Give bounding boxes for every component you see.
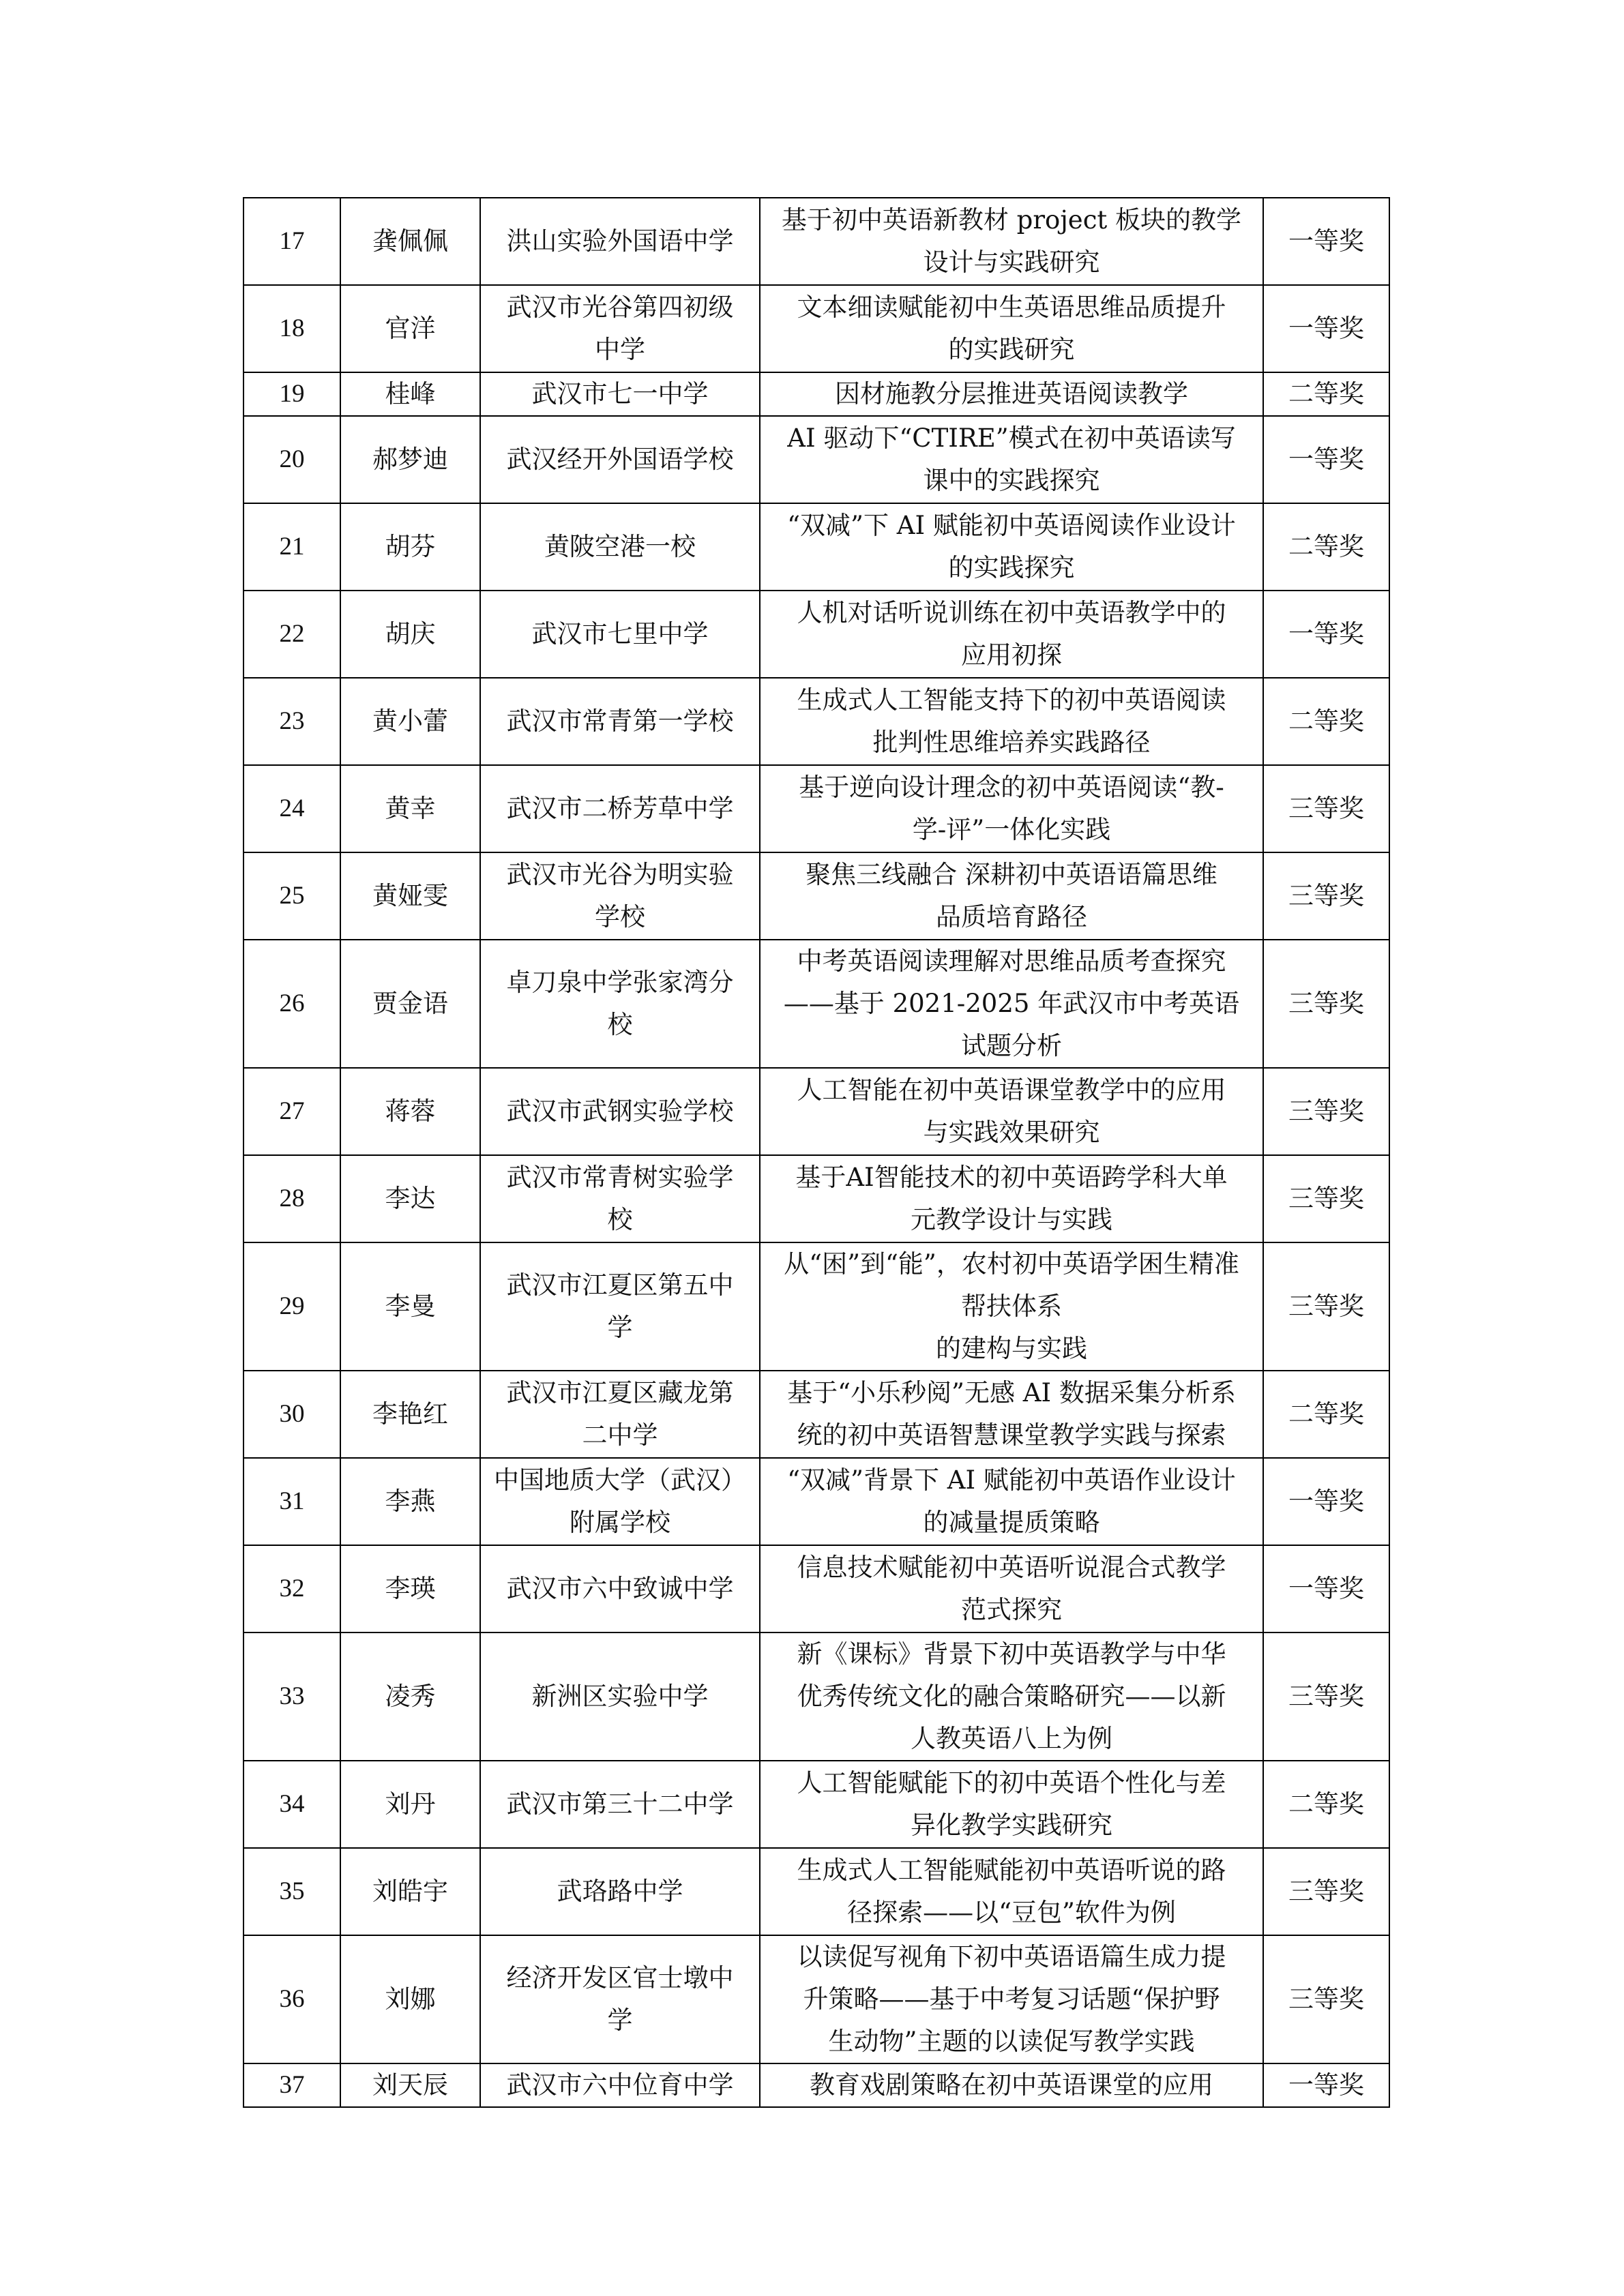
paper-title-line: 教育戏剧策略在初中英语课堂的应用 xyxy=(810,2070,1213,2100)
school-name-line: 学 xyxy=(607,1313,633,1342)
award-level: 三等奖 xyxy=(1263,1935,1389,2063)
award-level: 三等奖 xyxy=(1263,1632,1389,1761)
paper-title-line: 基于“小乐秒阅”无感 AI 数据采集分析系 xyxy=(787,1378,1236,1407)
paper-title-line: 从“困”到“能”，农村初中英语学困生精准 xyxy=(784,1249,1239,1279)
row-number: 34 xyxy=(243,1761,340,1848)
paper-title xyxy=(760,285,1263,372)
row-number: 35 xyxy=(243,1848,340,1935)
row-number: 29 xyxy=(243,1242,340,1371)
school-name xyxy=(480,1848,760,1935)
award-level: 一等奖 xyxy=(1263,1545,1389,1632)
school-name-line: 校 xyxy=(607,1205,633,1234)
paper-title xyxy=(760,1848,1263,1935)
school-name-line: 洪山实验外国语中学 xyxy=(506,226,734,256)
school-name-line: 二中学 xyxy=(582,1420,658,1450)
school-name-line: 武汉市六中位育中学 xyxy=(506,2070,734,2100)
paper-title xyxy=(760,1935,1263,2063)
table-row xyxy=(243,1458,1389,1545)
teacher-name: 凌秀 xyxy=(340,1632,480,1761)
teacher-name: 李燕 xyxy=(340,1458,480,1545)
school-name-line: 武汉市常青第一学校 xyxy=(506,706,734,736)
paper-title-line: 与实践效果研究 xyxy=(923,1118,1100,1147)
school-name-line: 武汉市第三十二中学 xyxy=(506,1789,734,1819)
paper-title xyxy=(760,198,1263,285)
school-name xyxy=(480,372,760,416)
teacher-name: 黄小蕾 xyxy=(340,678,480,765)
teacher-name: 刘天辰 xyxy=(340,2063,480,2107)
school-name-line: 中国地质大学（武汉） xyxy=(494,1465,746,1495)
school-name xyxy=(480,198,760,285)
row-number: 27 xyxy=(243,1068,340,1155)
school-name xyxy=(480,1458,760,1545)
paper-title-line: “双减”背景下 AI 赋能初中英语作业设计 xyxy=(787,1465,1236,1495)
paper-title-line: 人机对话听说训练在初中英语教学中的 xyxy=(797,598,1226,627)
paper-title xyxy=(760,372,1263,416)
paper-title-line: 人工智能在初中英语课堂教学中的应用 xyxy=(797,1075,1226,1105)
paper-title-line: 的减量提质策略 xyxy=(923,1508,1100,1537)
award-level: 二等奖 xyxy=(1263,678,1389,765)
award-level: 三等奖 xyxy=(1263,852,1389,940)
row-number: 30 xyxy=(243,1371,340,1458)
paper-title xyxy=(760,1632,1263,1761)
paper-title-line: 帮扶体系 xyxy=(961,1292,1062,1321)
paper-title-line: 设计与实践研究 xyxy=(923,248,1100,277)
award-level: 一等奖 xyxy=(1263,2063,1389,2107)
paper-title-line: 人工智能赋能下的初中英语个性化与差 xyxy=(797,1768,1226,1798)
school-name xyxy=(480,1155,760,1242)
table-row xyxy=(243,1632,1389,1761)
teacher-name: 桂峰 xyxy=(340,372,480,416)
award-level: 二等奖 xyxy=(1263,1371,1389,1458)
school-name-line: 武汉市光谷为明实验 xyxy=(506,860,734,889)
table-row xyxy=(243,198,1389,285)
school-name xyxy=(480,1935,760,2063)
school-name xyxy=(480,1068,760,1155)
paper-title-line: 品质培育路径 xyxy=(936,902,1087,931)
paper-title-line: 课中的实践探究 xyxy=(923,466,1100,495)
school-name-line: 武汉市常青树实验学 xyxy=(506,1163,734,1192)
table-row xyxy=(243,1155,1389,1242)
school-name xyxy=(480,1632,760,1761)
teacher-name: 刘丹 xyxy=(340,1761,480,1848)
table-row xyxy=(243,1935,1389,2063)
paper-title-line: 统的初中英语智慧课堂教学实践与探索 xyxy=(797,1420,1226,1450)
paper-title-line: 信息技术赋能初中英语听说混合式教学 xyxy=(797,1553,1226,1582)
paper-title-line: 生成式人工智能赋能初中英语听说的路 xyxy=(797,1855,1226,1885)
award-level: 一等奖 xyxy=(1263,591,1389,678)
teacher-name: 李曼 xyxy=(340,1242,480,1371)
school-name xyxy=(480,940,760,1068)
school-name-line: 武珞路中学 xyxy=(557,1877,683,1906)
paper-title-line: 生成式人工智能支持下的初中英语阅读 xyxy=(797,685,1226,715)
paper-title-line: 试题分析 xyxy=(961,1031,1062,1060)
award-level: 三等奖 xyxy=(1263,940,1389,1068)
paper-title xyxy=(760,940,1263,1068)
table-row xyxy=(243,285,1389,372)
school-name-line: 武汉市光谷第四初级 xyxy=(506,293,734,322)
paper-title xyxy=(760,1242,1263,1371)
row-number: 19 xyxy=(243,372,340,416)
paper-title-line: 的建构与实践 xyxy=(936,1334,1087,1363)
school-name xyxy=(480,1761,760,1848)
paper-title-line: 优秀传统文化的融合策略研究——以新 xyxy=(797,1682,1226,1711)
award-level: 一等奖 xyxy=(1263,198,1389,285)
paper-title-line: 基于逆向设计理念的初中英语阅读“教- xyxy=(799,773,1224,802)
award-table-body xyxy=(243,198,1389,2107)
teacher-name: 刘皓宇 xyxy=(340,1848,480,1935)
paper-title-line: 新《课标》背景下初中英语教学与中华 xyxy=(797,1639,1226,1669)
award-table xyxy=(243,197,1390,2108)
paper-title-line: AI 驱动下“CTIRE”模式在初中英语读写 xyxy=(787,423,1236,453)
school-name-line: 中学 xyxy=(595,335,645,364)
school-name xyxy=(480,416,760,503)
paper-title-line: 学-评”一体化实践 xyxy=(912,815,1111,844)
row-number: 22 xyxy=(243,591,340,678)
teacher-name: 黄娅雯 xyxy=(340,852,480,940)
paper-title-line: “双减”下 AI 赋能初中英语阅读作业设计 xyxy=(787,511,1236,540)
table-row xyxy=(243,1761,1389,1848)
paper-title-line: 的实践探究 xyxy=(948,553,1075,582)
paper-title xyxy=(760,765,1263,852)
school-name xyxy=(480,852,760,940)
award-level: 三等奖 xyxy=(1263,1848,1389,1935)
row-number: 20 xyxy=(243,416,340,503)
row-number: 37 xyxy=(243,2063,340,2107)
school-name xyxy=(480,503,760,591)
school-name-line: 校 xyxy=(607,1010,633,1039)
school-name-line: 武汉市六中致诚中学 xyxy=(506,1574,734,1603)
paper-title-line: 因材施教分层推进英语阅读教学 xyxy=(835,379,1188,408)
award-level: 三等奖 xyxy=(1263,1155,1389,1242)
row-number: 32 xyxy=(243,1545,340,1632)
table-row xyxy=(243,1068,1389,1155)
paper-title xyxy=(760,1545,1263,1632)
school-name-line: 武汉市武钢实验学校 xyxy=(506,1097,734,1126)
school-name-line: 新洲区实验中学 xyxy=(531,1682,709,1711)
paper-title-line: 异化教学实践研究 xyxy=(911,1810,1112,1840)
row-number: 18 xyxy=(243,285,340,372)
school-name xyxy=(480,1242,760,1371)
paper-title xyxy=(760,852,1263,940)
teacher-name: 贾金语 xyxy=(340,940,480,1068)
row-number: 25 xyxy=(243,852,340,940)
school-name-line: 学校 xyxy=(595,902,645,931)
school-name-line: 武汉市七一中学 xyxy=(531,379,709,408)
row-number: 36 xyxy=(243,1935,340,2063)
table-row xyxy=(243,765,1389,852)
row-number: 21 xyxy=(243,503,340,591)
school-name-line: 武汉经开外国语学校 xyxy=(506,445,734,474)
table-row xyxy=(243,2063,1389,2107)
table-row xyxy=(243,1242,1389,1371)
award-level: 三等奖 xyxy=(1263,1068,1389,1155)
award-level: 一等奖 xyxy=(1263,416,1389,503)
paper-title-line: 应用初探 xyxy=(961,640,1062,670)
award-level: 三等奖 xyxy=(1263,1242,1389,1371)
school-name xyxy=(480,591,760,678)
teacher-name: 刘娜 xyxy=(340,1935,480,2063)
school-name xyxy=(480,1371,760,1458)
teacher-name: 李艳红 xyxy=(340,1371,480,1458)
paper-title xyxy=(760,2063,1263,2107)
paper-title-line: 升策略——基于中考复习话题“保护野 xyxy=(803,1984,1220,2014)
school-name-line: 武汉市七里中学 xyxy=(531,619,709,648)
paper-title-line: 范式探究 xyxy=(961,1595,1062,1624)
teacher-name: 黄幸 xyxy=(340,765,480,852)
table-row xyxy=(243,416,1389,503)
school-name xyxy=(480,2063,760,2107)
paper-title-line: 元教学设计与实践 xyxy=(911,1205,1112,1234)
row-number: 24 xyxy=(243,765,340,852)
school-name xyxy=(480,765,760,852)
row-number: 31 xyxy=(243,1458,340,1545)
table-row xyxy=(243,940,1389,1068)
school-name-line: 附属学校 xyxy=(570,1508,670,1537)
paper-title-line: 的实践研究 xyxy=(948,335,1075,364)
row-number: 17 xyxy=(243,198,340,285)
award-level: 二等奖 xyxy=(1263,372,1389,416)
paper-title xyxy=(760,416,1263,503)
paper-title xyxy=(760,503,1263,591)
paper-title-line: 基于AI智能技术的初中英语跨学科大单 xyxy=(795,1163,1228,1192)
paper-title xyxy=(760,1371,1263,1458)
paper-title-line: 基于初中英语新教材 project 板块的教学 xyxy=(781,205,1242,235)
award-level: 一等奖 xyxy=(1263,1458,1389,1545)
school-name-line: 武汉市二桥芳草中学 xyxy=(506,794,734,823)
teacher-name: 胡芬 xyxy=(340,503,480,591)
teacher-name: 龚佩佩 xyxy=(340,198,480,285)
paper-title-line: 人教英语八上为例 xyxy=(911,1724,1112,1753)
paper-title-line: 聚焦三线融合 深耕初中英语语篇思维 xyxy=(806,860,1217,889)
school-name-line: 经济开发区官士墩中 xyxy=(506,1963,734,1993)
award-level: 三等奖 xyxy=(1263,765,1389,852)
school-name xyxy=(480,678,760,765)
school-name-line: 武汉市江夏区藏龙第 xyxy=(506,1378,734,1407)
paper-title-line: 中考英语阅读理解对思维品质考查探究 xyxy=(797,946,1226,976)
teacher-name: 蒋蓉 xyxy=(340,1068,480,1155)
paper-title xyxy=(760,1068,1263,1155)
school-name xyxy=(480,1545,760,1632)
paper-title-line: 生动物”主题的以读促写教学实践 xyxy=(828,2027,1195,2056)
school-name-line: 学 xyxy=(607,2006,633,2035)
teacher-name: 李达 xyxy=(340,1155,480,1242)
table-row xyxy=(243,372,1389,416)
teacher-name: 李瑛 xyxy=(340,1545,480,1632)
table-row xyxy=(243,591,1389,678)
paper-title-line: 批判性思维培养实践路径 xyxy=(872,728,1151,757)
paper-title xyxy=(760,678,1263,765)
row-number: 26 xyxy=(243,940,340,1068)
paper-title-line: 径探索——以“豆包”软件为例 xyxy=(847,1898,1176,1927)
teacher-name: 郝梦迪 xyxy=(340,416,480,503)
paper-title xyxy=(760,1155,1263,1242)
school-name xyxy=(480,285,760,372)
paper-title-line: 以读促写视角下初中英语语篇生成力提 xyxy=(797,1942,1226,1971)
teacher-name: 胡庆 xyxy=(340,591,480,678)
row-number: 33 xyxy=(243,1632,340,1761)
row-number: 23 xyxy=(243,678,340,765)
table-row xyxy=(243,678,1389,765)
row-number: 28 xyxy=(243,1155,340,1242)
paper-title-line: 文本细读赋能初中生英语思维品质提升 xyxy=(797,293,1226,322)
award-level: 一等奖 xyxy=(1263,285,1389,372)
teacher-name: 官洋 xyxy=(340,285,480,372)
table-row xyxy=(243,503,1389,591)
paper-title xyxy=(760,1458,1263,1545)
award-level: 二等奖 xyxy=(1263,1761,1389,1848)
table-row xyxy=(243,1545,1389,1632)
paper-title xyxy=(760,591,1263,678)
award-level: 二等奖 xyxy=(1263,503,1389,591)
paper-title-line: ——基于 2021-2025 年武汉市中考英语 xyxy=(783,989,1240,1018)
table-row xyxy=(243,1848,1389,1935)
table-row xyxy=(243,1371,1389,1458)
school-name-line: 卓刀泉中学张家湾分 xyxy=(506,968,734,997)
table-row xyxy=(243,852,1389,940)
school-name-line: 武汉市江夏区第五中 xyxy=(506,1270,734,1300)
paper-title xyxy=(760,1761,1263,1848)
school-name-line: 黄陂空港一校 xyxy=(544,532,696,561)
